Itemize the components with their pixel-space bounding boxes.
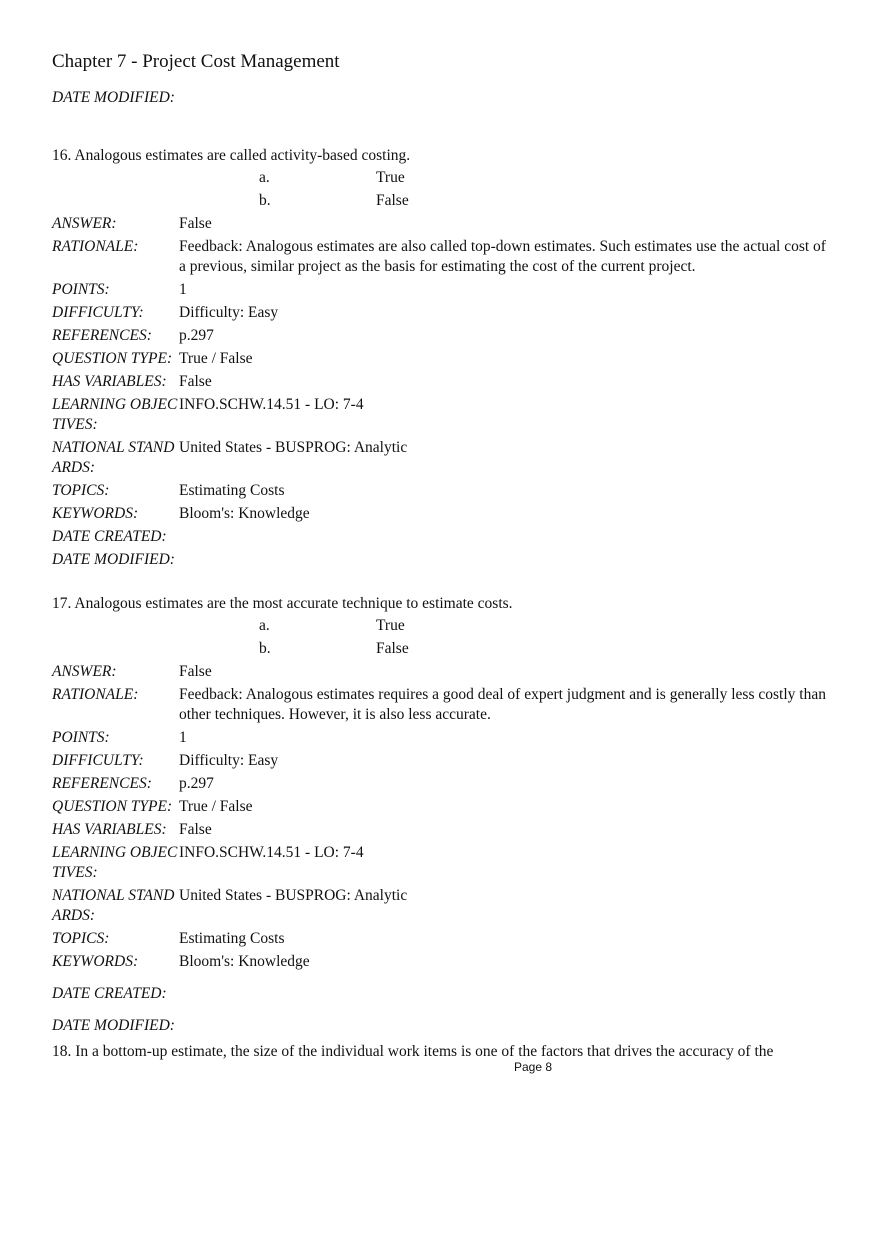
field-value: INFO.SCHW.14.51 - LO: 7-4 [179,844,364,861]
field-label: DATE CREATED: [52,528,167,545]
option-letter: b. [259,192,271,209]
page-number: Page 8 [513,1060,553,1074]
topics-row [52,481,832,501]
question-text: 16. Analogous estimates are called activity-based costing. [52,147,411,164]
date-modified-row [52,1016,832,1036]
field-label: TOPICS: [52,482,110,499]
field-value: 1 [179,281,187,298]
field-value: United States - BUSPROG: Analytic [179,439,408,456]
date-modified-label: DATE MODIFIED: [52,89,175,106]
field-value: Feedback: Analogous estimates are also called top-down estimates. Such estimates use the actual cost of a previous, similar project as the basis for estimating the cost of the current project. [179,238,826,275]
answer-row [52,662,832,682]
field-label: NATIONAL STANDARDS: [52,439,175,476]
page-title: Chapter 7 - Project Cost Management [52,51,340,72]
field-value: Bloom's: Knowledge [179,505,310,522]
field-value: False [179,215,212,232]
field-label: DIFFICULTY: [52,304,144,321]
references-row [52,326,832,346]
has-variables-row [52,820,832,840]
field-label: POINTS: [52,281,110,298]
field-value: Estimating Costs [179,482,285,499]
field-value: Difficulty: Easy [179,752,279,769]
field-label: KEYWORDS: [52,953,139,970]
question-type-row [52,349,832,369]
answer-option [52,616,832,639]
option-letter: b. [259,640,271,657]
option-text: True [376,617,405,634]
field-label: REFERENCES: [52,775,152,792]
field-value: Feedback: Analogous estimates requires a good deal of expert judgment and is generally less costly than other techniques. However, it is also less accurate. [179,686,826,723]
field-label: ANSWER: [52,663,117,680]
field-label: DATE MODIFIED: [52,551,175,568]
question-block-17 [52,594,832,1039]
answer-option [52,168,832,191]
field-value: INFO.SCHW.14.51 - LO: 7-4 [179,396,364,413]
difficulty-row [52,303,832,323]
question-text: 18. In a bottom-up estimate, the size of the individual work items is one of the factors that drives the accuracy of the [52,1043,774,1060]
field-value: p.297 [179,775,214,792]
question-text: 17. Analogous estimates are the most accurate technique to estimate costs. [52,595,513,612]
answer-option [52,639,832,662]
question-type-row [52,797,832,817]
option-text: False [376,640,409,657]
option-text: True [376,169,405,186]
date-modified-row [52,550,832,570]
date-created-row [52,984,832,1004]
date-created-row [52,527,832,547]
field-label: QUESTION TYPE: [52,350,173,367]
answer-option [52,191,832,214]
national-standards-row [52,438,832,478]
points-row [52,728,832,748]
option-text: False [376,192,409,209]
question-block-16 [52,146,832,573]
keywords-row [52,952,832,972]
has-variables-row [52,372,832,392]
field-label: NATIONAL STANDARDS: [52,887,175,924]
option-letter: a. [259,169,270,186]
field-label: RATIONALE: [52,686,139,703]
learning-objectives-row [52,843,832,883]
field-value: False [179,663,212,680]
field-label: HAS VARIABLES: [52,821,167,838]
field-value: 1 [179,729,187,746]
field-label: LEARNING OBJECTIVES: [52,844,178,881]
field-label: TOPICS: [52,930,110,947]
field-label: KEYWORDS: [52,505,139,522]
field-label: ANSWER: [52,215,117,232]
field-value: United States - BUSPROG: Analytic [179,887,408,904]
field-value: True / False [179,350,253,367]
answer-row [52,214,832,234]
difficulty-row [52,751,832,771]
field-label: DIFFICULTY: [52,752,144,769]
field-label: POINTS: [52,729,110,746]
field-value: Bloom's: Knowledge [179,953,310,970]
field-value: True / False [179,798,253,815]
field-value: Difficulty: Easy [179,304,279,321]
field-value: Estimating Costs [179,930,285,947]
field-value: False [179,373,212,390]
references-row [52,774,832,794]
field-label: HAS VARIABLES: [52,373,167,390]
national-standards-row [52,886,832,926]
field-label: DATE CREATED: [52,985,167,1002]
field-label: QUESTION TYPE: [52,798,173,815]
topics-row [52,929,832,949]
rationale-row [52,685,832,725]
field-label: REFERENCES: [52,327,152,344]
points-row [52,280,832,300]
field-label: LEARNING OBJECTIVES: [52,396,178,433]
field-label: RATIONALE: [52,238,139,255]
keywords-row [52,504,832,524]
option-letter: a. [259,617,270,634]
field-value: p.297 [179,327,214,344]
field-label: DATE MODIFIED: [52,1017,175,1034]
learning-objectives-row [52,395,832,435]
rationale-row [52,237,832,277]
field-value: False [179,821,212,838]
